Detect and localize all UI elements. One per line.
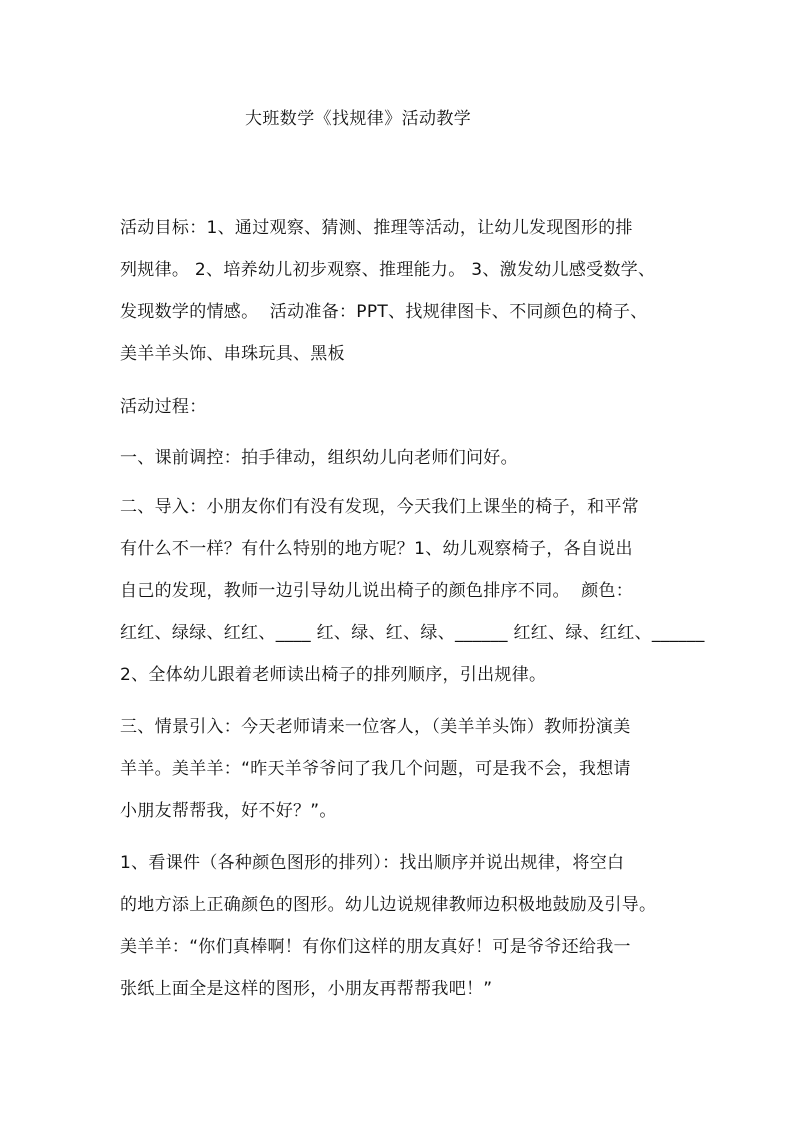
text-line: 活动过程：: [120, 397, 207, 417]
text-line: 二、导入：小朋友你们有没有发现，今天我们上课坐的椅子，和平常: [120, 497, 639, 517]
text-line: 活动目标：1、通过观察、猜测、推理等活动，让幼儿发现图形的排: [120, 218, 633, 238]
text-line: 列规律。 2、培养幼儿初步观察、推理能力。 3、激发幼儿感受数学、: [120, 260, 656, 280]
text-line: 有什么不一样？有什么特别的地方呢？1、幼儿观察椅子，各自说出: [120, 539, 633, 559]
text-line: 自己的发现，教师一边引导幼儿说出椅子的颜色排序不同。 颜色：: [120, 581, 634, 601]
text-line: 美羊羊：“你们真棒啊！有你们这样的朋友真好！可是爷爷还给我一: [120, 937, 631, 957]
text-line: 小朋友帮帮我，好不好？”。: [120, 801, 337, 821]
text-line: 羊羊。美羊羊：“昨天羊爷爷问了我几个问题，可是我不会，我想请: [120, 759, 631, 779]
text-line: 红红、绿绿、红红、____ 红、绿、红、绿、______ 红红、绿、红红、______: [120, 623, 705, 643]
text-line: 的地方添上正确颜色的图形。幼儿边说规律教师边积极地鼓励及引导。: [120, 895, 657, 915]
text-line: 张纸上面全是这样的图形，小朋友再帮帮我吧！”: [120, 979, 493, 999]
text-line: 美羊羊头饰、串珠玩具、黑板: [120, 344, 345, 364]
text-line: 发现数学的情感。 活动准备：PPT、找规律图卡、不同颜色的椅子、: [120, 302, 648, 322]
text-line: 2、全体幼儿跟着老师读出椅子的排列顺序，引出规律。: [120, 665, 547, 685]
text-line: 1、看课件（各种颜色图形的排列）：找出顺序并说出规律，将空白: [120, 853, 625, 873]
document-title: 大班数学《找规律》活动教学: [245, 109, 472, 129]
text-line: 一、课前调控：拍手律动，组织幼儿向老师们问好。: [120, 448, 518, 468]
text-line: 三、情景引入：今天老师请来一位客人，（美羊羊头饰）教师扮演美: [120, 717, 631, 737]
